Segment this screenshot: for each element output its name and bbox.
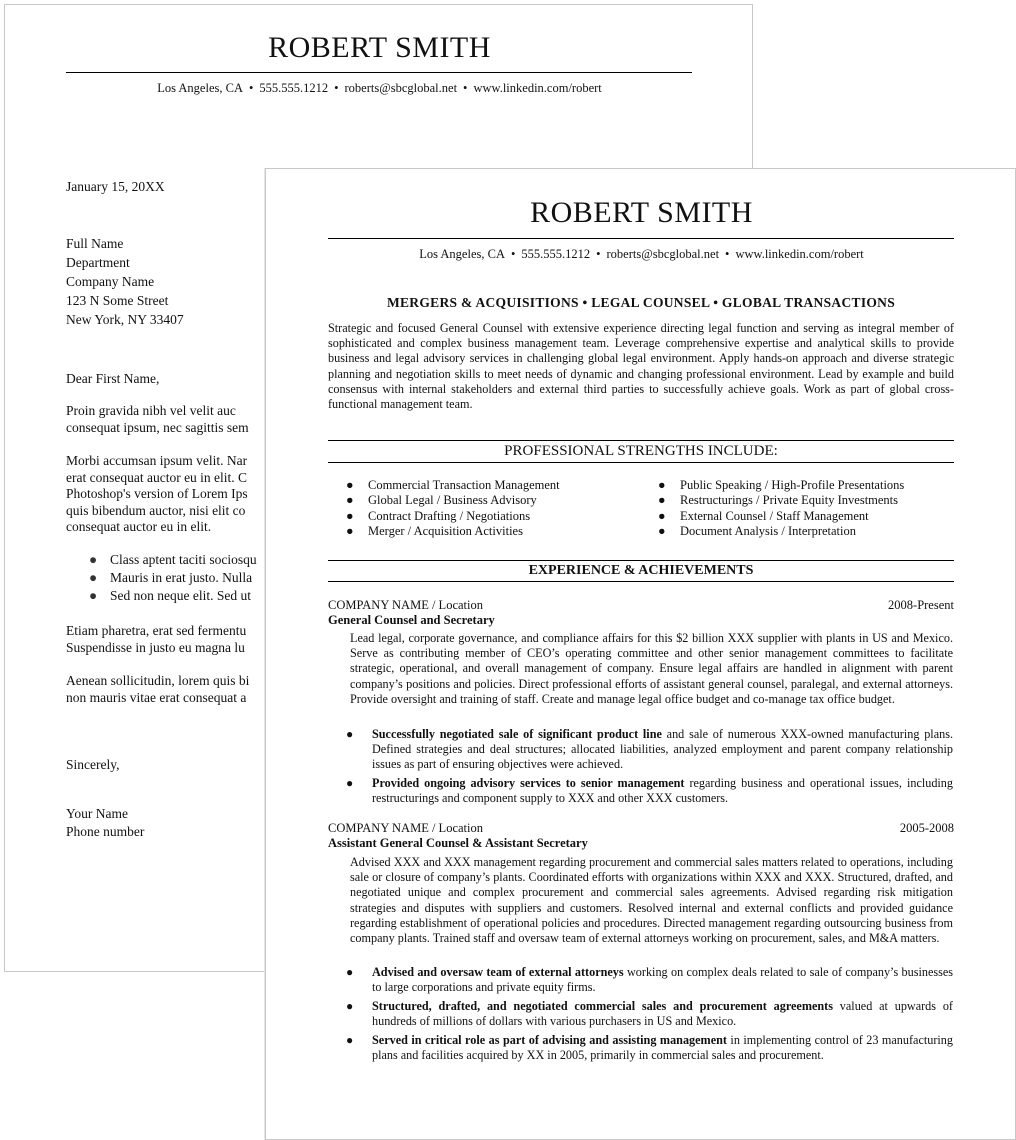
cover-phone: 555.555.1212 xyxy=(259,81,329,95)
achievement-bold: Provided ongoing advisory services to senior management xyxy=(372,776,685,790)
letter-date: January 15, 20XX xyxy=(66,179,165,194)
paragraph-line: Etiam pharetra, erat sed fermentu xyxy=(66,623,247,638)
bullet-icon: ● xyxy=(346,524,354,539)
achievement-detail: regarding business and operational issues, including restructurings and component supply to XXX and other XXX customers. xyxy=(372,776,953,806)
bullet-icon: ● xyxy=(658,508,666,523)
strength-item xyxy=(346,493,560,508)
cover-email: roberts@sbcglobal.net xyxy=(344,81,458,95)
achievement-detail: valued at upwards of hundreds of millions of dollars with various purchasers in US and Mexico. xyxy=(372,999,953,1029)
strength-item xyxy=(346,478,560,493)
resume-email: roberts@sbcglobal.net xyxy=(606,247,720,261)
bullet-text: Class aptent taciti sociosqu xyxy=(110,552,257,567)
letter-paragraph-2 xyxy=(66,453,248,536)
paragraph-line: Aenean sollicitudin, lorem quis bi xyxy=(66,673,250,688)
paragraph-line: Suspendisse in justo eu magna lu xyxy=(66,640,245,655)
bullet-text: Sed non neque elit. Sed ut xyxy=(110,588,251,603)
job-header xyxy=(328,598,954,613)
strength-text: External Counsel / Staff Management xyxy=(680,508,869,523)
bullet-icon: ● xyxy=(89,570,98,585)
resume-contact-line: Los Angeles, CA • 555.555.1212 • roberts@sbcglobal.net • www.linkedin.com/robert xyxy=(419,247,864,261)
strength-text: Global Legal / Business Advisory xyxy=(368,493,537,508)
letter-paragraph-3 xyxy=(66,622,246,656)
job-title: General Counsel and Secretary xyxy=(328,613,495,627)
strength-item xyxy=(658,524,904,539)
bullet-icon: ● xyxy=(346,493,354,508)
recipient-line: New York, NY 33407 xyxy=(66,312,184,327)
resume-name: ROBERT SMITH xyxy=(530,196,753,229)
experience-rule-top xyxy=(328,560,954,561)
strength-item xyxy=(658,509,904,524)
paragraph-line: consequat ipsum, nec sagittis sem xyxy=(66,420,249,435)
achievement-detail: and sale of numerous XXX-owned manufacturing plans. Defined strategies and deal structures; allocated liabilities, analyzed employment and parent company relationship issues as part of ensuring objectives were achieved. xyxy=(372,727,953,772)
cover-contact-line: Los Angeles, CA • 555.555.1212 • roberts@sbcglobal.net • www.linkedin.com/robert xyxy=(157,81,602,95)
signature-name: Your Name xyxy=(66,806,129,821)
strengths-rule-top xyxy=(328,440,954,441)
recipient-line: 123 N Some Street xyxy=(66,293,169,308)
resume-phone: 555.555.1212 xyxy=(521,247,591,261)
cover-linkedin: www.linkedin.com/robert xyxy=(473,81,602,95)
recipient-block xyxy=(66,234,184,329)
achievement-bold: Structured, drafted, and negotiated commercial sales and procurement agreements xyxy=(372,999,833,1013)
signature-phone: Phone number xyxy=(66,823,145,839)
strength-text: Commercial Transaction Management xyxy=(368,478,560,492)
bullet-icon: ● xyxy=(658,524,666,539)
resume-linkedin: www.linkedin.com/robert xyxy=(735,247,864,261)
achievement-bold: Successfully negotiated sale of significant product line xyxy=(372,727,662,741)
job-dates: 2008-Present xyxy=(888,598,954,612)
achievement-text xyxy=(372,965,953,995)
recipient-line: Department xyxy=(66,255,130,270)
achievement-text xyxy=(372,776,953,806)
bullet-icon: ● xyxy=(658,478,666,492)
cover-name: ROBERT SMITH xyxy=(268,31,491,64)
bullet-icon: ● xyxy=(89,588,98,603)
job-dates: 2005-2008 xyxy=(899,821,954,835)
paragraph-line: erat consequat auctor eu in elit. C xyxy=(66,469,248,485)
bullet-icon: ● xyxy=(346,776,354,790)
bullet-icon: ● xyxy=(346,999,354,1013)
strengths-heading: PROFESSIONAL STRENGTHS INCLUDE: xyxy=(504,443,778,459)
strength-item xyxy=(346,524,560,539)
paragraph-line: quis bibendum auctor, nisi elit co xyxy=(66,502,246,518)
letter-bullet xyxy=(89,588,251,604)
resume-location: Los Angeles, CA xyxy=(419,247,505,261)
strength-text: Merger / Acquisition Activities xyxy=(368,524,523,539)
cover-divider xyxy=(66,72,692,73)
job-title: Assistant General Counsel & Assistant Secretary xyxy=(328,836,588,850)
closing: Sincerely, xyxy=(66,757,120,772)
bullet-icon: ● xyxy=(346,508,354,523)
experience-rule-bottom xyxy=(328,581,954,582)
bullet-icon: ● xyxy=(346,965,354,979)
job-header xyxy=(328,821,954,836)
strength-item xyxy=(658,493,904,508)
paragraph-line: Morbi accumsan ipsum velit. Nar xyxy=(66,453,248,468)
job-company: COMPANY NAME / Location xyxy=(328,821,483,835)
strengths-rule-bottom xyxy=(328,462,954,463)
bullet-icon: ● xyxy=(658,493,666,508)
resume-tagline: MERGERS & ACQUISITIONS • LEGAL COUNSEL • GLOBAL TRANSACTIONS xyxy=(386,295,896,310)
achievement-detail: in implementing control of 23 manufacturing plans and facilities acquired by XX in 2005, primarily in commercial sales and procurement. xyxy=(372,1033,953,1063)
job-description: Advised XXX and XXX management regarding procurement and commercial sales matters related to operations, including sale or closure of company’s plants. Coordinated efforts with organizations within XXX and XXX. Structured, drafted, and negotiated unique and complex procurement and commercial sales agreements. Advised regarding risk mitigation strategies and disputes with suppliers and customers. Resolved internal and external conflicts and provided guidance regarding establishment of operational policies and procedures. Directed management regarding outsourcing business from company plants. Trained staff and oversaw team of external attorneys working on procurement, sales, and M&A matters. xyxy=(350,855,953,946)
signature-block xyxy=(66,805,144,840)
strength-item xyxy=(346,509,560,524)
bullet-icon: ● xyxy=(346,1033,354,1047)
letter-paragraph-1 xyxy=(66,402,249,436)
strength-item xyxy=(658,478,904,493)
resume-divider xyxy=(328,238,954,239)
achievement-bold: Advised and oversaw team of external attorneys xyxy=(372,965,624,979)
achievement-text xyxy=(372,1033,953,1063)
bullet-icon: ● xyxy=(89,552,98,567)
strength-text: Document Analysis / Interpretation xyxy=(680,524,857,539)
resume-summary: Strategic and focused General Counsel with extensive experience directing legal function and serving as integral member of sophisticated and complex business management team. Leverage comprehensive expertise and analytical skills to provide business and legal advisory services in challenging global legal environment. Apply hands-on approach and diverse strategic planning and negotiation skills to meet needs of dynamic and changing professional environment. Lead by example and build consensus with internal stakeholders and external third parties to successfully achieve goals. Work as part of global cross-functional management team. xyxy=(328,321,954,412)
salutation: Dear First Name, xyxy=(66,371,160,386)
bullet-icon: ● xyxy=(346,727,354,741)
paragraph-line: non mauris vitae erat consequat a xyxy=(66,690,247,705)
paragraph-line: Photoshop's version of Lorem Ips xyxy=(66,486,248,501)
letter-paragraph-4 xyxy=(66,672,249,706)
paragraph-line: consequat auctor eu in elit. xyxy=(66,519,212,534)
letter-bullet xyxy=(89,570,252,586)
achievement-detail: working on complex deals related to sale of company’s businesses to large corporations and private equity firms. xyxy=(372,965,953,995)
recipient-line: Company Name xyxy=(66,274,155,289)
resume-page xyxy=(265,168,1016,1140)
strength-text: Restructurings / Private Equity Investments xyxy=(680,493,899,508)
strength-text: Contract Drafting / Negotiations xyxy=(368,508,531,523)
paragraph-line: Proin gravida nibh vel velit auc xyxy=(66,403,236,418)
letter-bullet xyxy=(89,552,257,568)
bullet-text: Mauris in erat justo. Nulla xyxy=(110,570,253,585)
bullet-icon: ● xyxy=(346,478,354,492)
experience-heading: EXPERIENCE & ACHIEVEMENTS xyxy=(528,563,754,578)
strengths-right-list xyxy=(658,478,904,540)
cover-location: Los Angeles, CA xyxy=(157,81,243,95)
job-company: COMPANY NAME / Location xyxy=(328,598,483,612)
job-description: Lead legal, corporate governance, and compliance affairs for this $2 billion XXX supplier with plants in US and Mexico. Serve as contributing member of CEO’s operating committee and other senior management committees to facilitate strategic, operational, and overall management of company. Ensure legal affairs are handled in alignment with parent company’s positions and policies. Direct professional efforts of assistant general counsel, paralegal, and external attorneys. Provide oversight and training of staff. Create and manage legal office budget and co-manage tax office budget. xyxy=(350,631,953,706)
recipient-line: Full Name xyxy=(66,236,124,251)
achievement-text xyxy=(372,727,953,773)
strengths-left-list xyxy=(346,478,560,540)
achievement-text xyxy=(372,999,953,1029)
strength-text: Public Speaking / High-Profile Presentations xyxy=(680,478,905,492)
achievement-bold: Served in critical role as part of advising and assisting management xyxy=(372,1033,727,1047)
